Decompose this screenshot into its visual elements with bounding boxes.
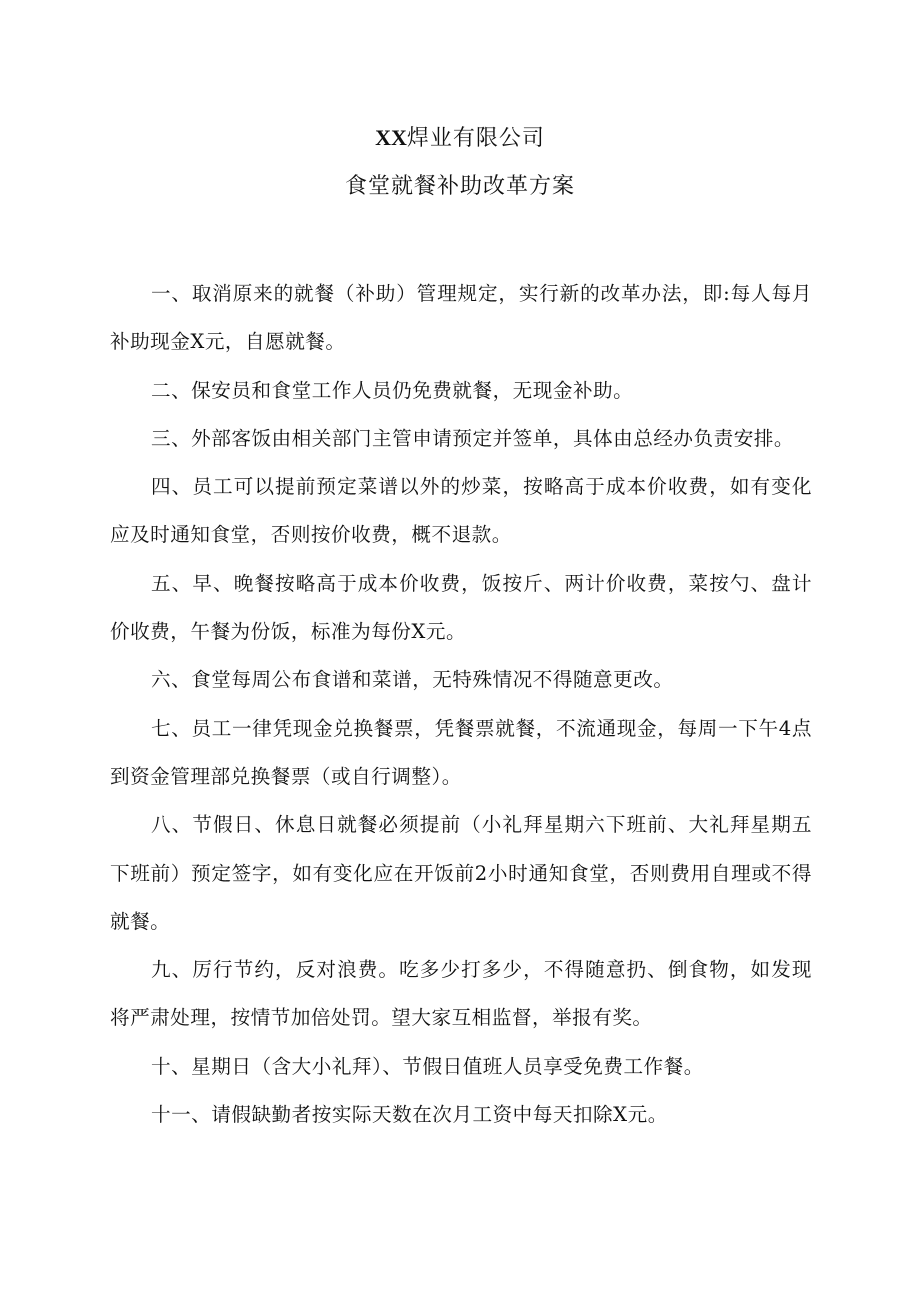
clause-10: 十、星期日（含大小礼拜）、节假日值班人员享受免费工作餐。	[151, 1054, 704, 1078]
clause-9: 九、厉行节约，反对浪费。吃多少打多少，不得随意扔、倒食物，如发现将严肃处理，按情节加倍处罚。望大家互相监督，举报有奖。	[110, 958, 812, 1030]
clause-11: 十一、请假缺勤者按实际天数在次月工资中每天扣除X元。	[151, 1103, 668, 1127]
clause-2: 二、保安员和食堂工作人员仍免费就餐，无现金补助。	[151, 378, 634, 402]
document-body	[110, 270, 812, 1139]
title-block	[0, 124, 920, 201]
company-title-prefix: XX	[375, 125, 407, 150]
clause-7: 七、员工一律凭现金兑换餐票，凭餐票就餐，不流通现金，每周一下午4点到资金管理部兑换餐票（或自行调整）。	[110, 716, 812, 788]
clause-6: 六、食堂每周公布食谱和菜谱，无特殊情况不得随意更改。	[151, 668, 674, 692]
document-subtitle: 食堂就餐补助改革方案	[344, 174, 575, 199]
clause-1: 一、取消原来的就餐（补助）管理规定，实行新的改革办法，即:每人每月补助现金X元，自愿就餐。	[110, 282, 812, 354]
clause-8: 八、节假日、休息日就餐必须提前（小礼拜星期六下班前、大礼拜星期五下班前）预定签字，如有变化应在开饭前2小时通知食堂，否则费用自理或不得就餐。	[110, 813, 812, 933]
clause-4: 四、员工可以提前预定菜谱以外的炒菜，按略高于成本价收费，如有变化应及时通知食堂，否则按价收费，概不退款。	[110, 475, 812, 547]
company-title-main: 焊业有限公司	[406, 126, 545, 151]
company-title	[0, 124, 920, 152]
clause-5: 五、早、晚餐按略高于成本价收费，饭按斤、两计价收费，菜按勺、盘计价收费，午餐为份饭，标准为每份X元。	[110, 571, 812, 644]
clause-3: 三、外部客饭由相关部门主管申请预定并签单，具体由总经办负责安排。	[151, 426, 794, 450]
